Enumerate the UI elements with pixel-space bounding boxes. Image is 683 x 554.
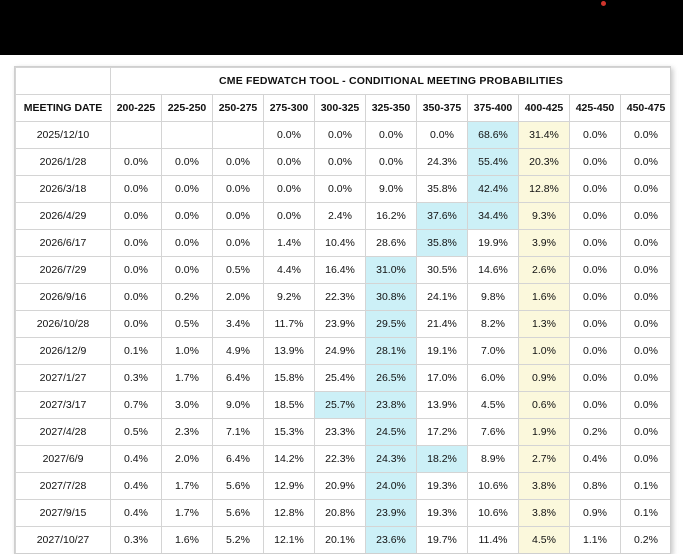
probability-cell: 1.6% [162, 527, 213, 554]
probability-cell: 12.1% [264, 527, 315, 554]
probability-cell: 0.5% [213, 257, 264, 284]
probability-cell: 0.0% [366, 149, 417, 176]
meeting-date-cell: 2026/1/28 [16, 149, 111, 176]
probability-cell: 20.8% [315, 500, 366, 527]
probability-cell: 10.6% [468, 473, 519, 500]
probability-cell: 23.6% [366, 527, 417, 554]
probability-cell: 1.9% [519, 419, 570, 446]
probability-cell: 20.3% [519, 149, 570, 176]
probability-cell: 19.3% [417, 473, 468, 500]
probability-cell: 0.0% [213, 176, 264, 203]
table-row [16, 365, 672, 392]
table-row [16, 122, 672, 149]
probability-cell: 20.1% [315, 527, 366, 554]
fedwatch-panel [14, 66, 671, 554]
probability-cell: 0.0% [570, 230, 621, 257]
table-row [16, 311, 672, 338]
table-row [16, 230, 672, 257]
probability-cell: 0.0% [111, 176, 162, 203]
meeting-date-cell: 2026/12/9 [16, 338, 111, 365]
probability-cell: 0.0% [570, 176, 621, 203]
probability-cell: 0.0% [621, 392, 672, 419]
probability-cell: 3.9% [519, 230, 570, 257]
probability-cell: 0.7% [111, 392, 162, 419]
probability-cell: 0.0% [570, 149, 621, 176]
meeting-date-cell: 2027/3/17 [16, 392, 111, 419]
meeting-date-cell: 2025/12/10 [16, 122, 111, 149]
corner-blank-cell [16, 68, 111, 95]
probability-cell: 9.0% [366, 176, 417, 203]
table-row [16, 284, 672, 311]
probability-cell: 0.0% [213, 149, 264, 176]
table-row [16, 149, 672, 176]
table-row [16, 203, 672, 230]
probability-cell: 8.2% [468, 311, 519, 338]
probability-cell: 13.9% [264, 338, 315, 365]
probability-cell: 0.5% [111, 419, 162, 446]
top-black-band [0, 0, 683, 55]
probability-cell: 4.5% [468, 392, 519, 419]
column-header-350-375[interactable]: 350-375 [417, 95, 468, 122]
meeting-date-cell: 2027/4/28 [16, 419, 111, 446]
probability-cell: 14.2% [264, 446, 315, 473]
probability-cell: 6.4% [213, 365, 264, 392]
probability-cell: 0.0% [621, 176, 672, 203]
probability-cell: 24.3% [366, 446, 417, 473]
probability-cell: 0.6% [519, 392, 570, 419]
probability-cell: 30.5% [417, 257, 468, 284]
probability-cell: 0.0% [621, 311, 672, 338]
probability-cell: 35.8% [417, 230, 468, 257]
meeting-date-cell: 2026/7/29 [16, 257, 111, 284]
table-row [16, 419, 672, 446]
probability-cell: 0.0% [621, 203, 672, 230]
probability-cell: 0.0% [111, 257, 162, 284]
probability-cell: 12.8% [264, 500, 315, 527]
probability-cell: 0.3% [111, 365, 162, 392]
probability-cell: 18.2% [417, 446, 468, 473]
probability-cell: 19.3% [417, 500, 468, 527]
probability-cell: 0.0% [417, 122, 468, 149]
meeting-date-cell: 2027/10/27 [16, 527, 111, 554]
probability-cell: 0.2% [162, 284, 213, 311]
probability-cell: 0.0% [111, 203, 162, 230]
probability-cell: 0.0% [162, 176, 213, 203]
probability-cell: 23.8% [366, 392, 417, 419]
probability-cell: 0.0% [570, 122, 621, 149]
probability-cell: 0.0% [162, 257, 213, 284]
probability-cell: 0.0% [621, 338, 672, 365]
probability-cell: 0.0% [264, 176, 315, 203]
probability-cell: 7.1% [213, 419, 264, 446]
column-header-225-250[interactable]: 225-250 [162, 95, 213, 122]
column-header-425-450[interactable]: 425-450 [570, 95, 621, 122]
probability-cell: 0.0% [162, 230, 213, 257]
probability-cell: 0.1% [111, 338, 162, 365]
probability-cell: 0.0% [213, 230, 264, 257]
probability-cell: 17.2% [417, 419, 468, 446]
probability-cell: 55.4% [468, 149, 519, 176]
probability-cell: 0.0% [315, 149, 366, 176]
probability-cell: 1.0% [519, 338, 570, 365]
probability-cell: 7.6% [468, 419, 519, 446]
probability-cell: 24.9% [315, 338, 366, 365]
table-row [16, 338, 672, 365]
probability-cell: 0.0% [264, 149, 315, 176]
probability-cell: 19.9% [468, 230, 519, 257]
probability-cell: 0.4% [111, 446, 162, 473]
probability-cell: 17.0% [417, 365, 468, 392]
probability-cell: 2.0% [213, 284, 264, 311]
probability-cell: 0.0% [570, 338, 621, 365]
probability-cell: 22.3% [315, 446, 366, 473]
probability-cell: 20.9% [315, 473, 366, 500]
column-header-375-400[interactable]: 375-400 [468, 95, 519, 122]
probability-cell: 0.0% [621, 257, 672, 284]
probability-cell [213, 122, 264, 149]
probability-cell: 0.0% [315, 176, 366, 203]
table-row [16, 527, 672, 554]
probability-cell: 0.0% [111, 230, 162, 257]
meeting-date-cell: 2027/7/28 [16, 473, 111, 500]
probability-cell: 23.3% [315, 419, 366, 446]
probability-cell: 12.8% [519, 176, 570, 203]
probability-cell: 42.4% [468, 176, 519, 203]
probability-cell: 3.8% [519, 473, 570, 500]
probability-cell: 1.7% [162, 500, 213, 527]
probability-cell: 4.9% [213, 338, 264, 365]
probability-cell: 4.4% [264, 257, 315, 284]
probability-cell: 1.4% [264, 230, 315, 257]
probability-cell: 19.1% [417, 338, 468, 365]
probability-cell [111, 122, 162, 149]
probability-cell: 31.0% [366, 257, 417, 284]
probability-cell: 30.8% [366, 284, 417, 311]
conditional-meeting-probabilities-table [15, 67, 671, 554]
probability-cell [162, 122, 213, 149]
column-header-200-225[interactable]: 200-225 [111, 95, 162, 122]
probability-cell: 28.1% [366, 338, 417, 365]
probability-cell: 6.0% [468, 365, 519, 392]
probability-cell: 14.6% [468, 257, 519, 284]
meeting-date-cell: 2027/1/27 [16, 365, 111, 392]
probability-cell: 15.8% [264, 365, 315, 392]
probability-cell: 0.0% [621, 149, 672, 176]
probability-cell: 0.5% [162, 311, 213, 338]
column-header-325-350[interactable]: 325-350 [366, 95, 417, 122]
probability-cell: 0.0% [366, 122, 417, 149]
probability-cell: 0.9% [519, 365, 570, 392]
column-header-400-425[interactable]: 400-425 [519, 95, 570, 122]
probability-cell: 1.7% [162, 473, 213, 500]
probability-cell: 1.6% [519, 284, 570, 311]
probability-cell: 24.0% [366, 473, 417, 500]
probability-cell: 0.0% [264, 122, 315, 149]
probability-cell: 25.4% [315, 365, 366, 392]
probability-cell: 0.2% [621, 527, 672, 554]
probability-cell: 21.4% [417, 311, 468, 338]
probability-cell: 3.0% [162, 392, 213, 419]
probability-cell: 22.3% [315, 284, 366, 311]
probability-cell: 0.4% [570, 446, 621, 473]
table-row [16, 257, 672, 284]
probability-cell: 3.8% [519, 500, 570, 527]
probability-cell: 9.2% [264, 284, 315, 311]
probability-cell: 34.4% [468, 203, 519, 230]
probability-cell: 24.3% [417, 149, 468, 176]
meeting-date-cell: 2026/4/29 [16, 203, 111, 230]
probability-cell: 0.0% [621, 419, 672, 446]
probability-cell: 0.0% [570, 284, 621, 311]
probability-cell: 25.7% [315, 392, 366, 419]
table-row [16, 500, 672, 527]
probability-cell: 9.3% [519, 203, 570, 230]
probability-cell: 0.1% [621, 500, 672, 527]
probability-cell: 29.5% [366, 311, 417, 338]
probability-cell: 0.0% [621, 365, 672, 392]
column-header-300-325[interactable]: 300-325 [315, 95, 366, 122]
probability-cell: 2.7% [519, 446, 570, 473]
probability-cell: 24.1% [417, 284, 468, 311]
probability-cell: 12.9% [264, 473, 315, 500]
title-row [16, 68, 672, 95]
probability-cell: 0.0% [570, 311, 621, 338]
probability-cell: 18.5% [264, 392, 315, 419]
probability-cell: 2.0% [162, 446, 213, 473]
probability-cell: 0.4% [111, 473, 162, 500]
probability-cell: 2.3% [162, 419, 213, 446]
page-title: CME FEDWATCH TOOL - CONDITIONAL MEETING PROBABILITIES [111, 68, 672, 95]
column-header-275-300[interactable]: 275-300 [264, 95, 315, 122]
column-header-450-475[interactable]: 450-475 [621, 95, 672, 122]
probability-cell: 16.2% [366, 203, 417, 230]
meeting-date-cell: 2027/9/15 [16, 500, 111, 527]
table-row [16, 176, 672, 203]
probability-cell: 0.0% [213, 203, 264, 230]
probability-cell: 11.4% [468, 527, 519, 554]
probability-cell: 0.0% [570, 257, 621, 284]
probability-cell: 8.9% [468, 446, 519, 473]
probability-cell: 0.0% [162, 149, 213, 176]
probability-cell: 9.8% [468, 284, 519, 311]
probability-cell: 68.6% [468, 122, 519, 149]
probability-cell: 1.7% [162, 365, 213, 392]
probability-cell: 16.4% [315, 257, 366, 284]
probability-cell: 3.4% [213, 311, 264, 338]
probability-cell: 9.0% [213, 392, 264, 419]
column-header-meeting-date[interactable]: MEETING DATE [16, 95, 111, 122]
probability-cell: 2.6% [519, 257, 570, 284]
table-row [16, 473, 672, 500]
probability-cell: 23.9% [315, 311, 366, 338]
probability-cell: 10.6% [468, 500, 519, 527]
meeting-date-cell: 2026/9/16 [16, 284, 111, 311]
probability-cell: 31.4% [519, 122, 570, 149]
probability-cell: 1.3% [519, 311, 570, 338]
probability-cell: 0.0% [111, 149, 162, 176]
probability-cell: 5.2% [213, 527, 264, 554]
probability-cell: 4.5% [519, 527, 570, 554]
probability-cell: 0.0% [621, 284, 672, 311]
column-header-row [16, 95, 672, 122]
probability-cell: 23.9% [366, 500, 417, 527]
meeting-date-cell: 2026/3/18 [16, 176, 111, 203]
table-header [16, 68, 672, 122]
probability-cell: 24.5% [366, 419, 417, 446]
probability-cell: 0.0% [111, 284, 162, 311]
probability-cell: 0.0% [570, 392, 621, 419]
probability-cell: 5.6% [213, 500, 264, 527]
probability-cell: 0.0% [570, 365, 621, 392]
probability-cell: 0.0% [264, 203, 315, 230]
probability-cell: 28.6% [366, 230, 417, 257]
probability-cell: 2.4% [315, 203, 366, 230]
probability-cell: 6.4% [213, 446, 264, 473]
probability-cell: 1.0% [162, 338, 213, 365]
probability-cell: 0.8% [570, 473, 621, 500]
probability-cell: 37.6% [417, 203, 468, 230]
meeting-date-cell: 2027/6/9 [16, 446, 111, 473]
table-row [16, 392, 672, 419]
probability-cell: 0.0% [111, 311, 162, 338]
probability-cell: 1.1% [570, 527, 621, 554]
probability-cell: 0.4% [111, 500, 162, 527]
probability-cell: 0.1% [621, 473, 672, 500]
probability-cell: 0.0% [621, 122, 672, 149]
probability-cell: 0.9% [570, 500, 621, 527]
column-header-250-275[interactable]: 250-275 [213, 95, 264, 122]
probability-cell: 15.3% [264, 419, 315, 446]
probability-cell: 0.0% [621, 446, 672, 473]
meeting-date-cell: 2026/6/17 [16, 230, 111, 257]
cursor-pointer-dot [601, 1, 606, 6]
probability-cell: 11.7% [264, 311, 315, 338]
probability-cell: 0.0% [315, 122, 366, 149]
probability-cell: 0.0% [621, 230, 672, 257]
probability-cell: 0.0% [570, 203, 621, 230]
probability-cell: 10.4% [315, 230, 366, 257]
meeting-date-cell: 2026/10/28 [16, 311, 111, 338]
probability-cell: 19.7% [417, 527, 468, 554]
probability-cell: 7.0% [468, 338, 519, 365]
probability-cell: 35.8% [417, 176, 468, 203]
probability-cell: 0.0% [162, 203, 213, 230]
probability-cell: 0.2% [570, 419, 621, 446]
probability-cell: 26.5% [366, 365, 417, 392]
table-row [16, 446, 672, 473]
table-body [16, 122, 672, 554]
probability-cell: 0.3% [111, 527, 162, 554]
probability-cell: 5.6% [213, 473, 264, 500]
probability-cell: 13.9% [417, 392, 468, 419]
